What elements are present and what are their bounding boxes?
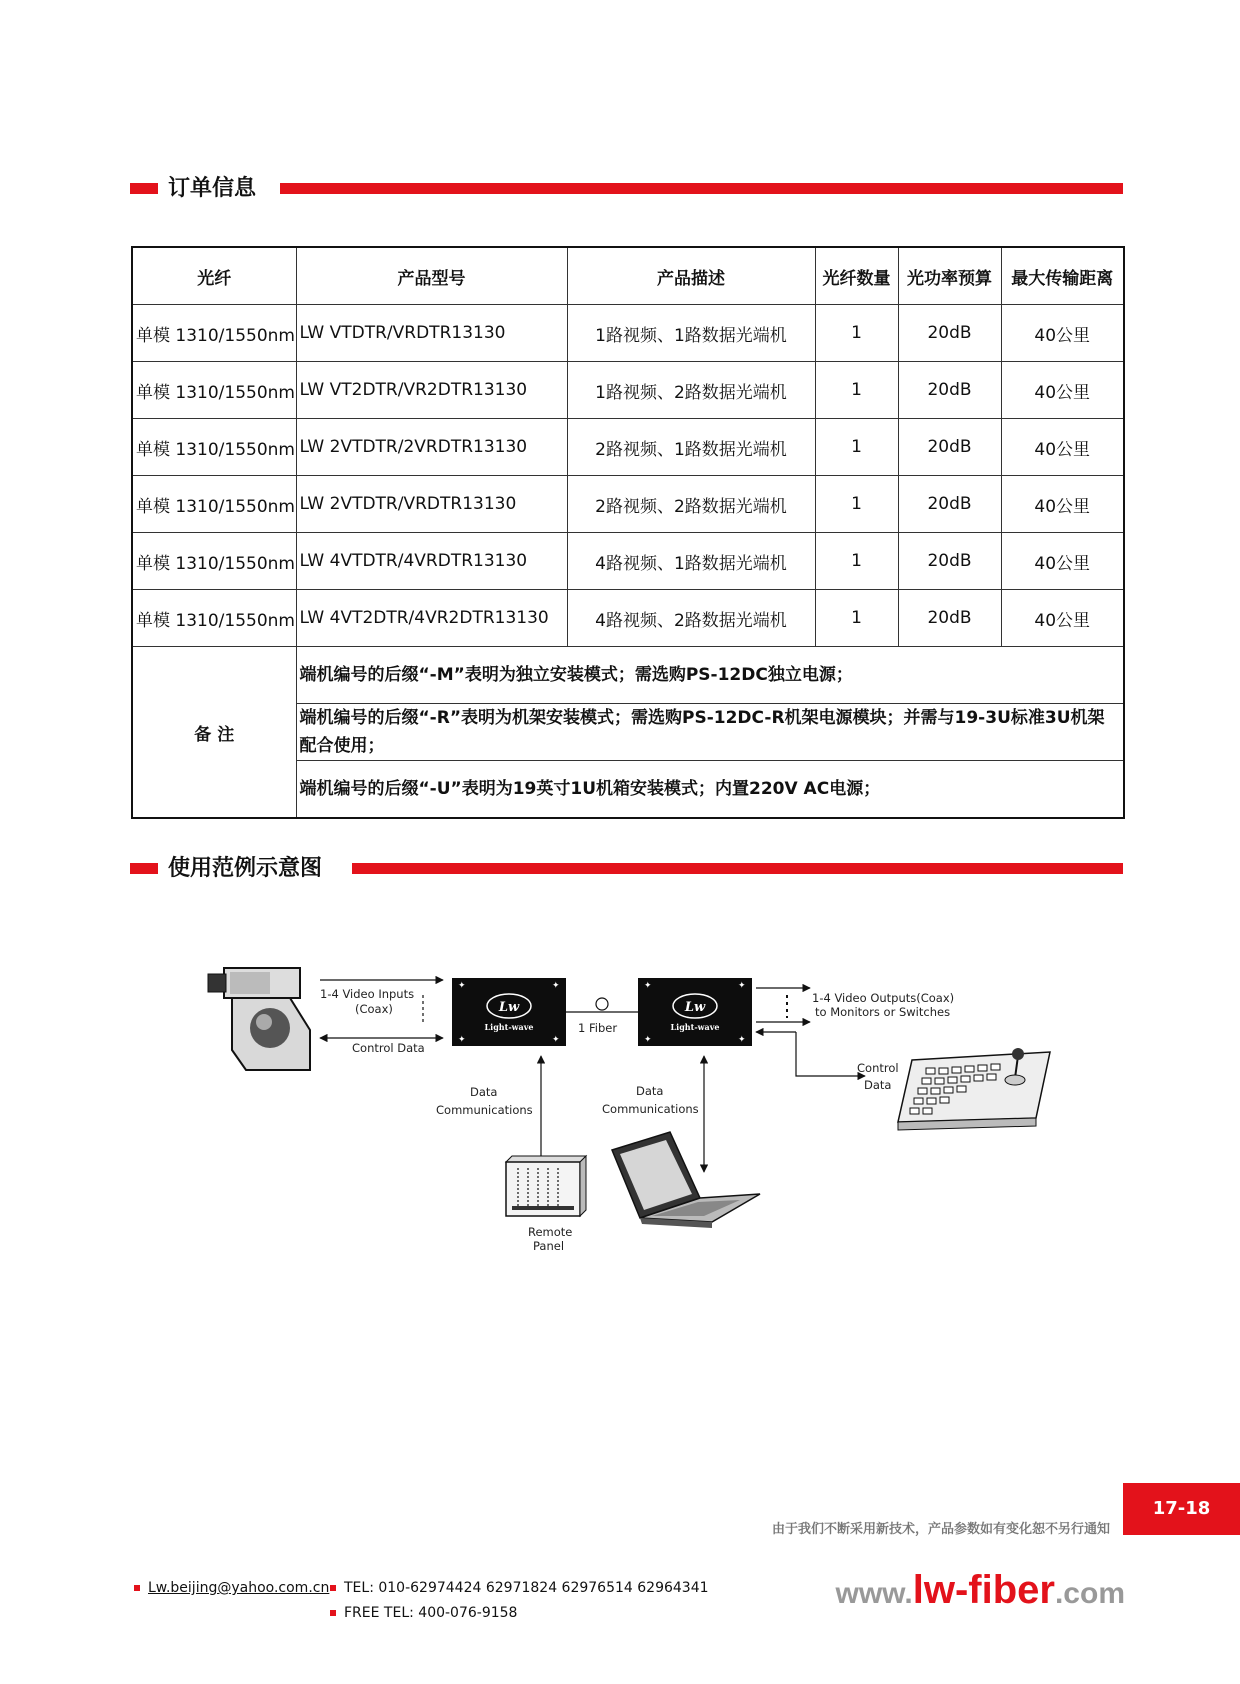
label-communications-right: Communications [602, 1102, 699, 1116]
header-max-distance: 最大传输距离 [1001, 247, 1124, 305]
footer-email[interactable] [134, 1580, 329, 1596]
label-panel: Panel [533, 1239, 565, 1253]
cell-model: LW 4VT2DTR/4VR2DTR13130 [296, 590, 567, 647]
cell-description: 4路视频、1路数据光端机 [567, 533, 815, 590]
cell-model: LW 2VTDTR/VRDTR13130 [296, 476, 567, 533]
label-remote: Remote [528, 1225, 573, 1239]
svg-text:✦: ✦ [458, 981, 466, 991]
label-video-inputs-coax: (Coax) [355, 1002, 393, 1016]
svg-text:✦: ✦ [458, 1035, 466, 1045]
laptop-icon [612, 1132, 760, 1228]
table-header-row [132, 247, 1124, 305]
cell-model: LW 4VTDTR/4VRDTR13130 [296, 533, 567, 590]
header-description: 产品描述 [567, 247, 815, 305]
cell-fiber: 单模 1310/1550nm [132, 305, 296, 362]
email-link[interactable]: Lw.beijing@yahoo.com.cn [148, 1580, 330, 1596]
cell-fiber-count: 1 [815, 590, 898, 647]
keyboard-controller-icon [898, 1048, 1050, 1130]
note-item: 端机编号的后缀“-U”表明为19英寸1U机箱安装模式；内置220V AC电源； [296, 761, 1124, 819]
header-fiber-count: 光纤数量 [815, 247, 898, 305]
cell-max-distance: 40公里 [1001, 476, 1124, 533]
website-suffix: .com [1054, 1577, 1125, 1610]
website-main: lw-fiber [912, 1568, 1055, 1612]
header-power-budget: 光功率预算 [898, 247, 1001, 305]
receiver-icon [638, 978, 752, 1046]
label-control-right: Control [857, 1061, 899, 1075]
logo-text: Light-wave [484, 1022, 534, 1032]
footer-tel [330, 1580, 709, 1596]
cell-model: LW VTDTR/VRDTR13130 [296, 305, 567, 362]
table-row [132, 590, 1124, 647]
cell-fiber: 单模 1310/1550nm [132, 476, 296, 533]
cell-max-distance: 40公里 [1001, 362, 1124, 419]
label-video-outputs: 1-4 Video Outputs(Coax) [812, 991, 955, 1005]
cell-fiber-count: 1 [815, 305, 898, 362]
cell-power-budget: 20dB [898, 419, 1001, 476]
cell-max-distance: 40公里 [1001, 419, 1124, 476]
cell-fiber-count: 1 [815, 362, 898, 419]
cell-fiber: 单模 1310/1550nm [132, 590, 296, 647]
cell-model: LW VT2DTR/VR2DTR13130 [296, 362, 567, 419]
cell-description: 2路视频、2路数据光端机 [567, 476, 815, 533]
cell-power-budget: 20dB [898, 533, 1001, 590]
footer-free-tel [330, 1605, 517, 1621]
bullet-icon [330, 1585, 336, 1591]
cell-power-budget: 20dB [898, 362, 1001, 419]
logo-mark: Lw [684, 1000, 706, 1015]
section-title-usage: 使用范例示意图 [168, 856, 323, 881]
section-rule [280, 183, 1123, 194]
notes-row [132, 647, 1124, 704]
cell-max-distance: 40公里 [1001, 590, 1124, 647]
cell-description: 1路视频、1路数据光端机 [567, 305, 815, 362]
cell-description: 4路视频、2路数据光端机 [567, 590, 815, 647]
section-header-order [130, 174, 1123, 204]
label-data-right-comm: Data [636, 1084, 664, 1098]
website-prefix: www. [835, 1577, 913, 1610]
logo-mark: Lw [498, 1000, 520, 1015]
section-marker [130, 183, 158, 194]
svg-text:✦: ✦ [644, 1035, 652, 1045]
table-row [132, 305, 1124, 362]
page-number-tab: 17-18 [1123, 1483, 1240, 1535]
table-row [132, 362, 1124, 419]
label-fiber: 1 Fiber [578, 1021, 618, 1035]
usage-diagram [200, 960, 1080, 1270]
section-title-order: 订单信息 [168, 176, 257, 201]
label-data-right: Data [864, 1078, 892, 1092]
cell-max-distance: 40公里 [1001, 533, 1124, 590]
note-item: 端机编号的后缀“-R”表明为机架安装模式；需选购PS-12DC-R机架电源模块；并需与19-3U标准3U机架配合使用； [296, 704, 1124, 761]
cell-fiber-count: 1 [815, 533, 898, 590]
cell-fiber: 单模 1310/1550nm [132, 533, 296, 590]
cell-fiber: 单模 1310/1550nm [132, 419, 296, 476]
svg-text:✦: ✦ [738, 981, 746, 991]
svg-text:✦: ✦ [552, 1035, 560, 1045]
cell-fiber-count: 1 [815, 419, 898, 476]
label-control-data-left: Control Data [352, 1041, 425, 1055]
cell-model: LW 2VTDTR/2VRDTR13130 [296, 419, 567, 476]
svg-text:✦: ✦ [738, 1035, 746, 1045]
cell-power-budget: 20dB [898, 476, 1001, 533]
bullet-icon [330, 1610, 336, 1616]
section-marker [130, 863, 158, 874]
section-rule [352, 863, 1123, 874]
section-header-usage [130, 854, 1123, 884]
tel-text: TEL: 010-62974424 62971824 62976514 62964341 [344, 1580, 709, 1596]
disclaimer: 由于我们不断采用新技术，产品参数如有变化恕不另行通知 [771, 1522, 1110, 1537]
bullet-icon [134, 1585, 140, 1591]
notes-label: 备 注 [132, 647, 296, 819]
cell-max-distance: 40公里 [1001, 305, 1124, 362]
cell-fiber-count: 1 [815, 476, 898, 533]
logo-text: Light-wave [670, 1022, 720, 1032]
label-communications-left: Communications [436, 1103, 533, 1117]
label-video-inputs: 1-4 Video Inputs [320, 987, 415, 1001]
table-row [132, 419, 1124, 476]
free-tel-text: FREE TEL: 400-076-9158 [344, 1605, 518, 1621]
table-row [132, 533, 1124, 590]
label-data-left: Data [470, 1085, 498, 1099]
cell-power-budget: 20dB [898, 305, 1001, 362]
label-video-outputs-to: to Monitors or Switches [815, 1005, 951, 1019]
camera-icon [208, 968, 310, 1070]
header-model: 产品型号 [296, 247, 567, 305]
order-table [131, 246, 1125, 819]
table-row [132, 476, 1124, 533]
note-item: 端机编号的后缀“-M”表明为独立安装模式；需选购PS-12DC独立电源； [296, 647, 1124, 704]
transmitter-icon [452, 978, 566, 1046]
svg-text:✦: ✦ [552, 981, 560, 991]
remote-panel-icon [506, 1156, 586, 1216]
cell-description: 1路视频、2路数据光端机 [567, 362, 815, 419]
cell-power-budget: 20dB [898, 590, 1001, 647]
cell-description: 2路视频、1路数据光端机 [567, 419, 815, 476]
header-fiber: 光纤 [132, 247, 296, 305]
svg-text:✦: ✦ [644, 981, 652, 991]
website-url[interactable] [836, 1568, 1126, 1613]
cell-fiber: 单模 1310/1550nm [132, 362, 296, 419]
